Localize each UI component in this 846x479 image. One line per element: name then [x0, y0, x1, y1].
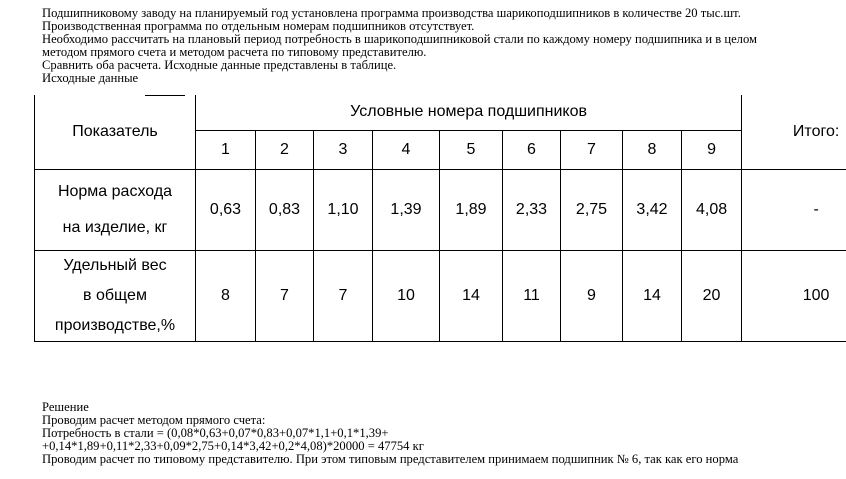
bearing-number: 9 [682, 130, 742, 169]
table-cell: 14 [440, 250, 503, 341]
row-label-line: Норма расхода [57, 182, 173, 200]
total-header: Итого: [742, 95, 846, 169]
intro-line: Необходимо рассчитать на плановый период потребность в шарикоподшипниковой стали по каждому номеру подшипника и в целом [42, 32, 757, 47]
problem-statement [42, 7, 842, 86]
bearing-number: 5 [440, 130, 503, 169]
intro-line: Подшипниковому заводу на планируемый год установлена программа производства шарикоподшипников в количестве 20 тыс.шт. [42, 6, 741, 20]
bearing-numbers-header: Условные номера подшипников [196, 95, 742, 130]
table-caption: Исходные данные [42, 71, 139, 86]
table-cell: 4,08 [682, 169, 742, 250]
table-cell: 2,75 [561, 169, 623, 250]
table-cell: 3,42 [623, 169, 682, 250]
initial-data-table [34, 95, 846, 342]
bearing-number: 1 [196, 130, 256, 169]
row-label-line: на изделие, кг [62, 218, 168, 236]
row-label-line: в общем [83, 286, 147, 304]
solution-line: Потребность в стали = (0,08*0,63+0,07*0,83+0,07*1,1+0,1*1,39+ [42, 426, 389, 441]
table-cell: 9 [561, 250, 623, 341]
indicator-header: Показатель [35, 95, 196, 169]
solution-line: +0,14*1,89+0,11*2,33+0,09*2,75+0,14*3,42+0,2*4,08)*20000 = 47754 кг [42, 439, 424, 454]
table-cell: 14 [623, 250, 682, 341]
table-cell: 0,83 [256, 169, 314, 250]
table-cell: 1,89 [440, 169, 503, 250]
table-row [35, 250, 846, 341]
row-total: 100 [742, 250, 846, 341]
table-cell: 7 [256, 250, 314, 341]
solution-heading: Решение [42, 400, 89, 414]
solution-section [42, 401, 842, 466]
table-row [35, 169, 846, 250]
bearing-number: 7 [561, 130, 623, 169]
solution-line: Проводим расчет методом прямого счета: [42, 413, 266, 428]
table-cell: 20 [682, 250, 742, 341]
intro-line: методом прямого счета и методом расчета по типовому представителю. [42, 45, 427, 60]
table-cell: 0,63 [196, 169, 256, 250]
row-label [35, 169, 196, 250]
table-cell: 11 [503, 250, 561, 341]
solution-line: Проводим расчет по типовому представителю. При этом типовым представителем принимаем подшипник № 6, так как его норма [42, 452, 739, 467]
row-label-line: Удельный вес [63, 256, 167, 274]
table-cell: 1,39 [373, 169, 440, 250]
row-total: - [742, 169, 846, 250]
intro-line: Сравнить оба расчета. Исходные данные представлены в таблице. [42, 58, 397, 73]
intro-line: Производственная программа по отдельным номерам подшипников отсутствует. [42, 19, 475, 34]
table-cell: 1,10 [314, 169, 373, 250]
table-cell: 8 [196, 250, 256, 341]
bearing-number: 2 [256, 130, 314, 169]
header-row [35, 95, 846, 130]
bearing-number: 3 [314, 130, 373, 169]
table-cell: 7 [314, 250, 373, 341]
row-label [35, 250, 196, 341]
bearing-number: 8 [623, 130, 682, 169]
row-label-line: производстве,% [54, 316, 176, 334]
table-cell: 2,33 [503, 169, 561, 250]
table-cell: 10 [373, 250, 440, 341]
bearing-number: 6 [503, 130, 561, 169]
bearing-number: 4 [373, 130, 440, 169]
